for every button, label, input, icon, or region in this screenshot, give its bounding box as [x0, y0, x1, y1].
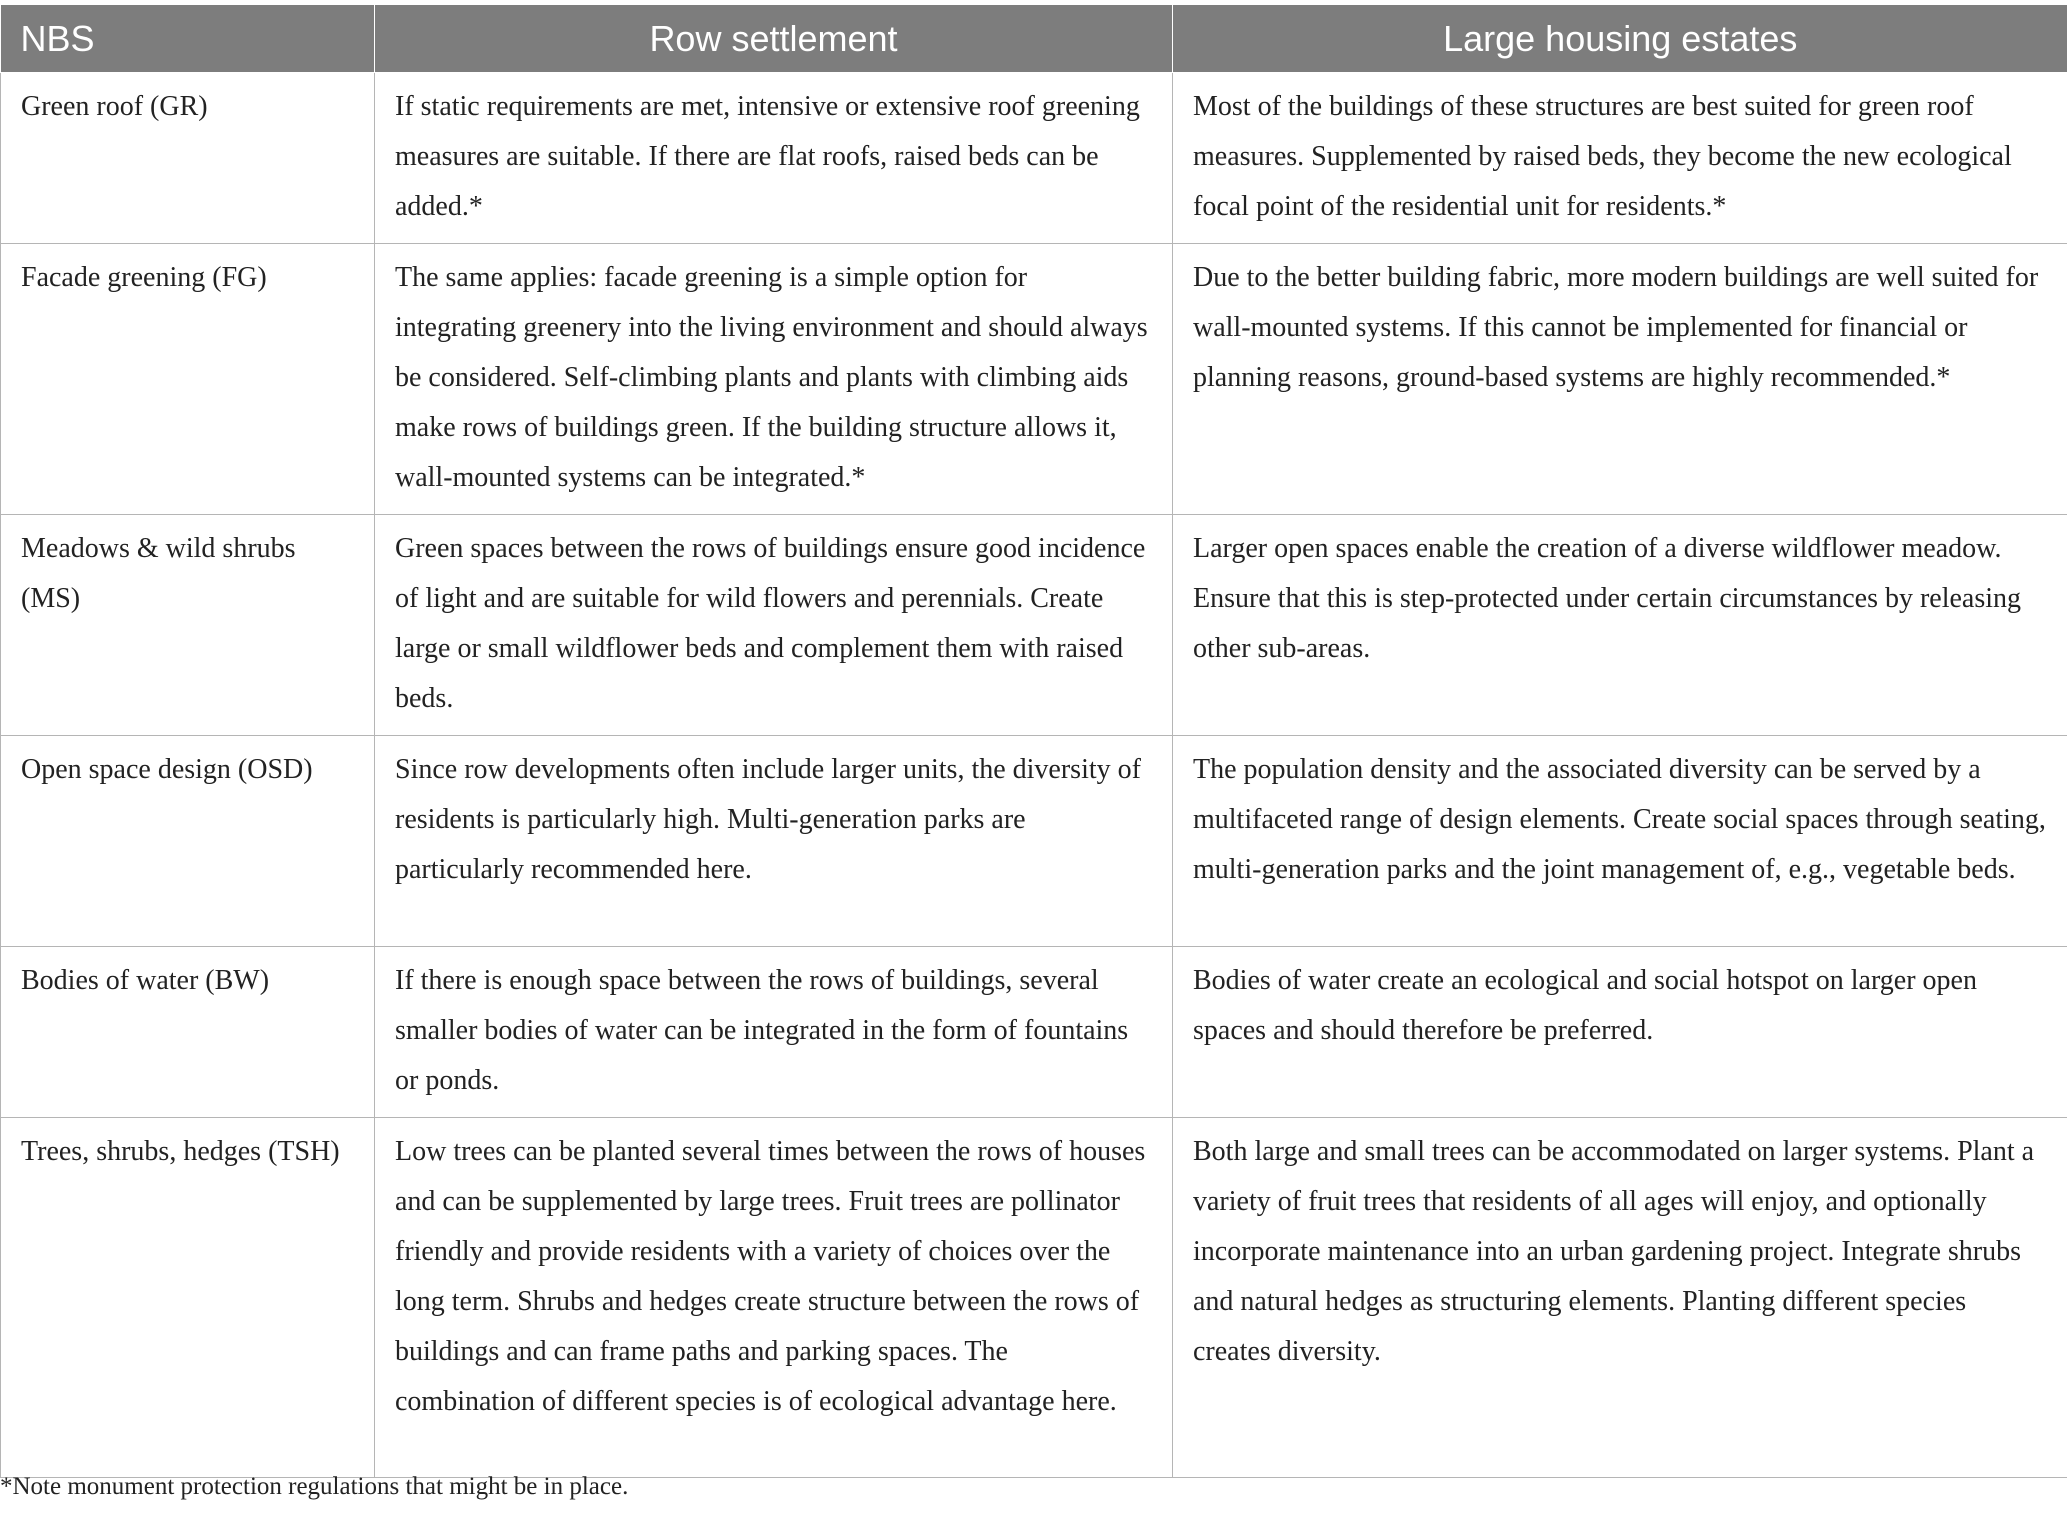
cell-nbs: Facade greening (FG)	[1, 244, 375, 515]
header-nbs: NBS	[1, 5, 375, 73]
cell-row-settlement: Green spaces between the rows of buildings ensure good incidence of light and are suitable for wild flowers and perennials. Create large or small wildflower beds and complement them with raised beds.	[375, 515, 1173, 736]
cell-large-housing: Most of the buildings of these structures are best suited for green roof measures. Supplemented by raised beds, they become the new ecological focal point of the residential unit for residents.*	[1173, 73, 2067, 244]
cell-large-housing: Bodies of water create an ecological and social hotspot on larger open spaces and should therefore be preferred.	[1173, 947, 2067, 1118]
header-row	[1, 5, 2067, 73]
cell-row-settlement: Since row developments often include larger units, the diversity of residents is particularly high. Multi-generation parks are particularly recommended here.	[375, 736, 1173, 947]
table-body	[1, 73, 2067, 1478]
table-row	[1, 515, 2067, 736]
table-row	[1, 73, 2067, 244]
header-row-settlement: Row settlement	[375, 5, 1173, 73]
cell-large-housing: The population density and the associated diversity can be served by a multifaceted range of design elements. Create social spaces through seating, multi-generation parks and the joint management of, e.g., vegetable beds.	[1173, 736, 2067, 947]
table-row	[1, 736, 2067, 947]
table-row	[1, 947, 2067, 1118]
nbs-table	[0, 5, 2067, 1478]
table-footnote: *Note monument protection regulations that might be in place.	[0, 1473, 629, 1500]
cell-nbs: Bodies of water (BW)	[1, 947, 375, 1118]
cell-nbs: Meadows & wild shrubs (MS)	[1, 515, 375, 736]
table-header	[1, 5, 2067, 73]
cell-large-housing: Both large and small trees can be accommodated on larger systems. Plant a variety of fruit trees that residents of all ages will enjoy, and optionally incorporate maintenance into an urban gardening project. Integrate shrubs and natural hedges as structuring elements. Planting different species creates diversity.	[1173, 1118, 2067, 1478]
cell-large-housing: Due to the better building fabric, more modern buildings are well suited for wall-mounted systems. If this cannot be implemented for financial or planning reasons, ground-based systems are highly recommended.*	[1173, 244, 2067, 515]
cell-row-settlement: The same applies: facade greening is a simple option for integrating greenery into the living environment and should always be considered. Self-climbing plants and plants with climbing aids make rows of buildings green. If the building structure allows it, wall-mounted systems can be integrated.*	[375, 244, 1173, 515]
cell-row-settlement: If there is enough space between the rows of buildings, several smaller bodies of water can be integrated in the form of fountains or ponds.	[375, 947, 1173, 1118]
cell-nbs: Open space design (OSD)	[1, 736, 375, 947]
cell-nbs: Trees, shrubs, hedges (TSH)	[1, 1118, 375, 1478]
header-large-housing-estates: Large housing estates	[1173, 5, 2067, 73]
nbs-table-container	[0, 5, 2067, 1478]
table-row	[1, 1118, 2067, 1478]
cell-row-settlement: If static requirements are met, intensive or extensive roof greening measures are suitable. If there are flat roofs, raised beds can be added.*	[375, 73, 1173, 244]
cell-nbs: Green roof (GR)	[1, 73, 375, 244]
cell-large-housing: Larger open spaces enable the creation of a diverse wildflower meadow. Ensure that this is step-protected under certain circumstances by releasing other sub-areas.	[1173, 515, 2067, 736]
cell-row-settlement: Low trees can be planted several times between the rows of houses and can be supplemented by large trees. Fruit trees are pollinator friendly and provide residents with a variety of choices over the long term. Shrubs and hedges create structure between the rows of buildings and can frame paths and parking spaces. The combination of different species is of ecological advantage here.	[375, 1118, 1173, 1478]
table-row	[1, 244, 2067, 515]
